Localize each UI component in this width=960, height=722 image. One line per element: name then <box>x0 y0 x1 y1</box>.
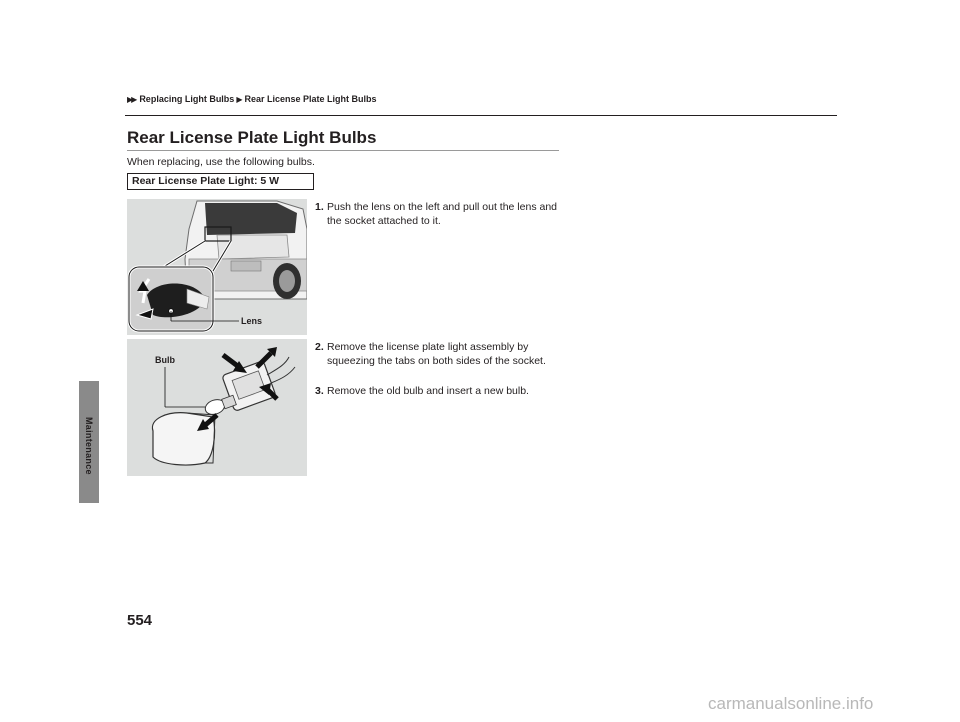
step-1-text: Push the lens on the left and pull out the lens and the socket attached to it. <box>327 201 558 227</box>
bulb-spec-box: Rear License Plate Light: 5 W <box>127 173 314 190</box>
step-1 <box>315 200 565 228</box>
intro-text: When replacing, use the following bulbs. <box>127 156 315 168</box>
figure-bulb-assembly <box>127 339 307 476</box>
breadcrumb-link-replacing-bulbs[interactable]: Replacing Light Bulbs <box>139 94 235 104</box>
watermark: carmanualsonline.info <box>708 694 874 713</box>
step-2 <box>315 340 565 368</box>
figure-lens-illustration <box>127 199 307 335</box>
step-3-text: Remove the old bulb and insert a new bulb. <box>327 385 529 397</box>
breadcrumb <box>127 94 377 104</box>
breadcrumb-separator-icon: ▶ <box>236 94 243 104</box>
step-3 <box>315 384 565 398</box>
section-tab-label: Maintenance <box>84 417 94 475</box>
breadcrumb-current-page: Rear License Plate Light Bulbs <box>244 94 377 104</box>
step-2-number: 2. <box>315 341 324 353</box>
step-3-number: 3. <box>315 385 324 397</box>
figure-lens-removal <box>127 199 307 335</box>
title-rule <box>127 150 559 151</box>
lens-callout-label: Lens <box>241 316 263 326</box>
page-title: Rear License Plate Light Bulbs <box>127 128 377 147</box>
breadcrumb-arrow-icon: ▶▶ <box>127 94 136 104</box>
step-2-text: Remove the license plate light assembly by squeezing the tabs on both sides of the socket. <box>327 341 546 367</box>
header-rule <box>125 115 837 116</box>
bulb-callout-label: Bulb <box>155 355 175 365</box>
page-number: 554 <box>127 612 153 629</box>
step-1-number: 1. <box>315 201 324 213</box>
figure-bulb-illustration <box>127 339 307 476</box>
